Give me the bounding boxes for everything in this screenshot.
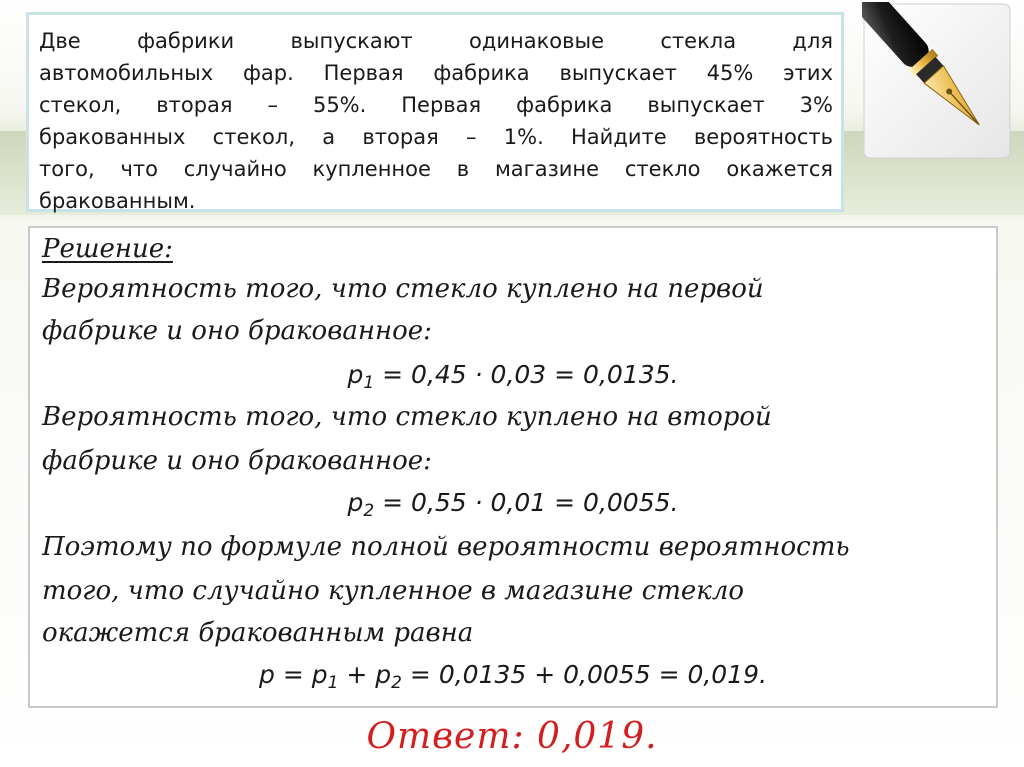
problem-line: бракованных стекол, а вторая – 1%. Найдите вероятность — [39, 125, 833, 149]
solution-line: Вероятность того, что стекло куплено на второй — [42, 402, 772, 432]
formula-total: $p = p_1 + p_2 = 0,0135 + 0,0055 = 0,019$. — [259, 660, 767, 693]
answer-text: Ответ: 0,019. — [366, 716, 658, 757]
formula-p1: $p_1 = 0,45 \cdot 0,03 = 0,0135$. — [347, 360, 679, 393]
solution-line: того, что случайно купленное в магазине стекло — [42, 576, 745, 606]
problem-line: стекол, вторая – 55%. Первая фабрика выпускает 3% — [39, 93, 833, 117]
solution-box — [28, 226, 998, 708]
formula-p2: $p_2 = 0,55 \cdot 0,01 = 0,0055$. — [347, 488, 679, 521]
fountain-pen-icon — [862, 2, 1012, 160]
solution-line: фабрике и оно бракованное: — [42, 446, 432, 476]
problem-statement-box — [26, 12, 844, 212]
solution-line: Поэтому по формуле полной вероятности вероятность — [42, 532, 850, 562]
problem-line: бракованным. — [39, 189, 196, 213]
solution-line: Вероятность того, что стекло куплено на первой — [42, 274, 764, 304]
solution-heading: Решение: — [42, 234, 173, 264]
solution-line: окажется бракованным равна — [42, 618, 474, 648]
problem-line: Две фабрики выпускают одинаковые стекла для — [39, 29, 833, 53]
problem-line: автомобильных фар. Первая фабрика выпускает 45% этих — [39, 61, 833, 85]
solution-line: фабрике и оно бракованное: — [42, 316, 432, 346]
problem-line: того, что случайно купленное в магазине стекло окажется — [39, 157, 833, 181]
